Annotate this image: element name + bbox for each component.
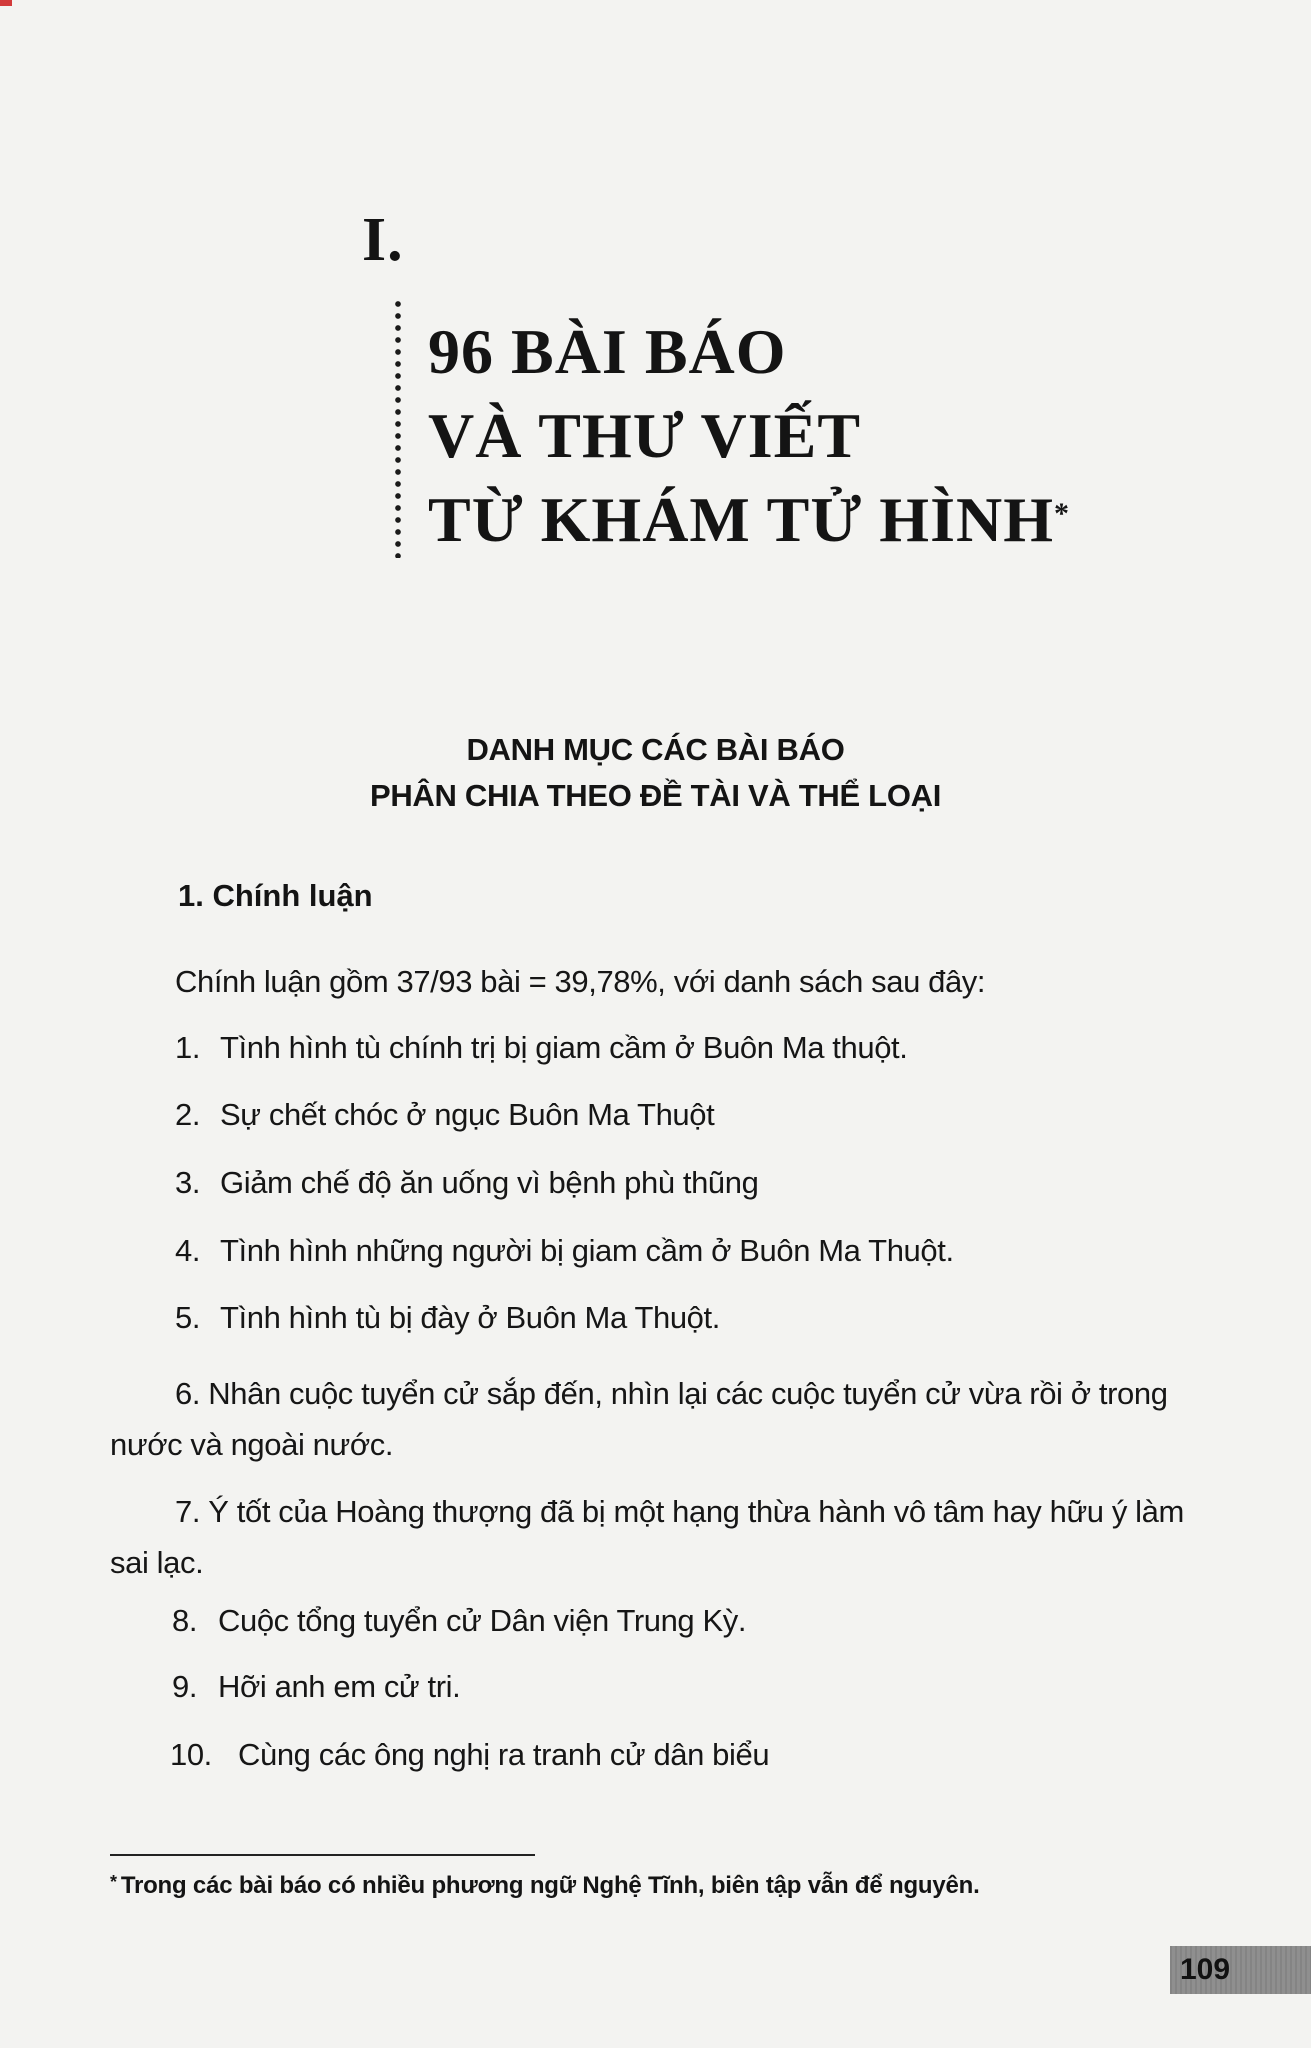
list-item-number: 5. <box>175 1300 201 1335</box>
list-item-number: 7. <box>175 1494 201 1529</box>
list-item-text: Cuộc tổng tuyển cử Dân viện Trung Kỳ. <box>218 1603 747 1638</box>
catalog-heading-line: PHÂN CHIA THEO ĐỀ TÀI VÀ THỂ LOẠI <box>369 778 942 813</box>
list-item-number: 8. <box>172 1603 198 1638</box>
list-item <box>175 1233 954 1269</box>
list-item-text: Tình hình tù chính trị bị giam cầm ở Buôn Ma thuột. <box>220 1030 908 1065</box>
list-item-text: Hỡi anh em cử tri. <box>218 1669 461 1704</box>
list-item-text: Ý tốt của Hoàng thượng đã bị một hạng thừa hành vô tâm hay hữu ý làm sai lạc. <box>110 1494 1184 1580</box>
list-item-text: Cùng các ông nghị ra tranh cử dân biểu <box>238 1737 770 1772</box>
list-item <box>110 1368 1200 1470</box>
list-item-number: 9. <box>172 1669 198 1704</box>
list-item <box>170 1737 769 1773</box>
list-item-number: 4. <box>175 1233 201 1268</box>
footnote-text: Trong các bài báo có nhiều phương ngữ Nghệ Tĩnh, biên tập vẫn để nguyên. <box>120 1872 980 1899</box>
list-item <box>110 1486 1200 1588</box>
list-item-number: 3. <box>175 1165 201 1200</box>
title-line: 96 BÀI BÁO <box>428 316 787 387</box>
list-item <box>175 1300 720 1336</box>
title-line-text: TỪ KHÁM TỬ HÌNH <box>428 484 1054 555</box>
page-edge-mark <box>0 0 12 6</box>
title-line <box>428 478 1070 562</box>
title-dotted-rule <box>395 298 401 558</box>
catalog-heading-line: DANH MỤC CÁC BÀI BÁO <box>466 732 845 767</box>
title-line: VÀ THƯ VIẾT <box>428 400 862 471</box>
list-item <box>172 1669 460 1705</box>
list-item-text: Nhân cuộc tuyển cử sắp đến, nhìn lại các cuộc tuyển cử vừa rồi ở trong nước và ngoài nước. <box>110 1376 1168 1462</box>
list-item <box>175 1030 907 1066</box>
list-item-text: Tình hình tù bị đày ở Buôn Ma Thuột. <box>220 1300 720 1335</box>
page-number: 109 <box>1170 1946 1311 1994</box>
list-item-number: 10. <box>170 1737 212 1772</box>
footnote-mark: * <box>110 1872 117 1892</box>
section-heading: 1. Chính luận <box>178 878 373 913</box>
list-item-text: Tình hình những người bị giam cầm ở Buôn Ma Thuột. <box>220 1233 954 1268</box>
footnote-reference: * <box>1053 497 1070 530</box>
intro-paragraph: Chính luận gồm 37/93 bài = 39,78%, với danh sách sau đây: <box>175 964 986 999</box>
chapter-title <box>428 310 1070 562</box>
list-item-text: Sự chết chóc ở ngục Buôn Ma Thuột <box>220 1097 715 1132</box>
footnote <box>110 1872 980 1900</box>
list-item-number: 1. <box>175 1030 201 1065</box>
footnote-divider <box>110 1854 535 1856</box>
list-item-number: 6. <box>175 1376 201 1411</box>
list-item <box>175 1097 714 1133</box>
list-item <box>175 1165 758 1201</box>
list-item-text: Giảm chế độ ăn uống vì bệnh phù thũng <box>220 1165 759 1200</box>
part-number: I. <box>362 206 404 274</box>
list-item-number: 2. <box>175 1097 201 1132</box>
catalog-heading <box>0 727 1311 819</box>
list-item <box>172 1603 746 1639</box>
